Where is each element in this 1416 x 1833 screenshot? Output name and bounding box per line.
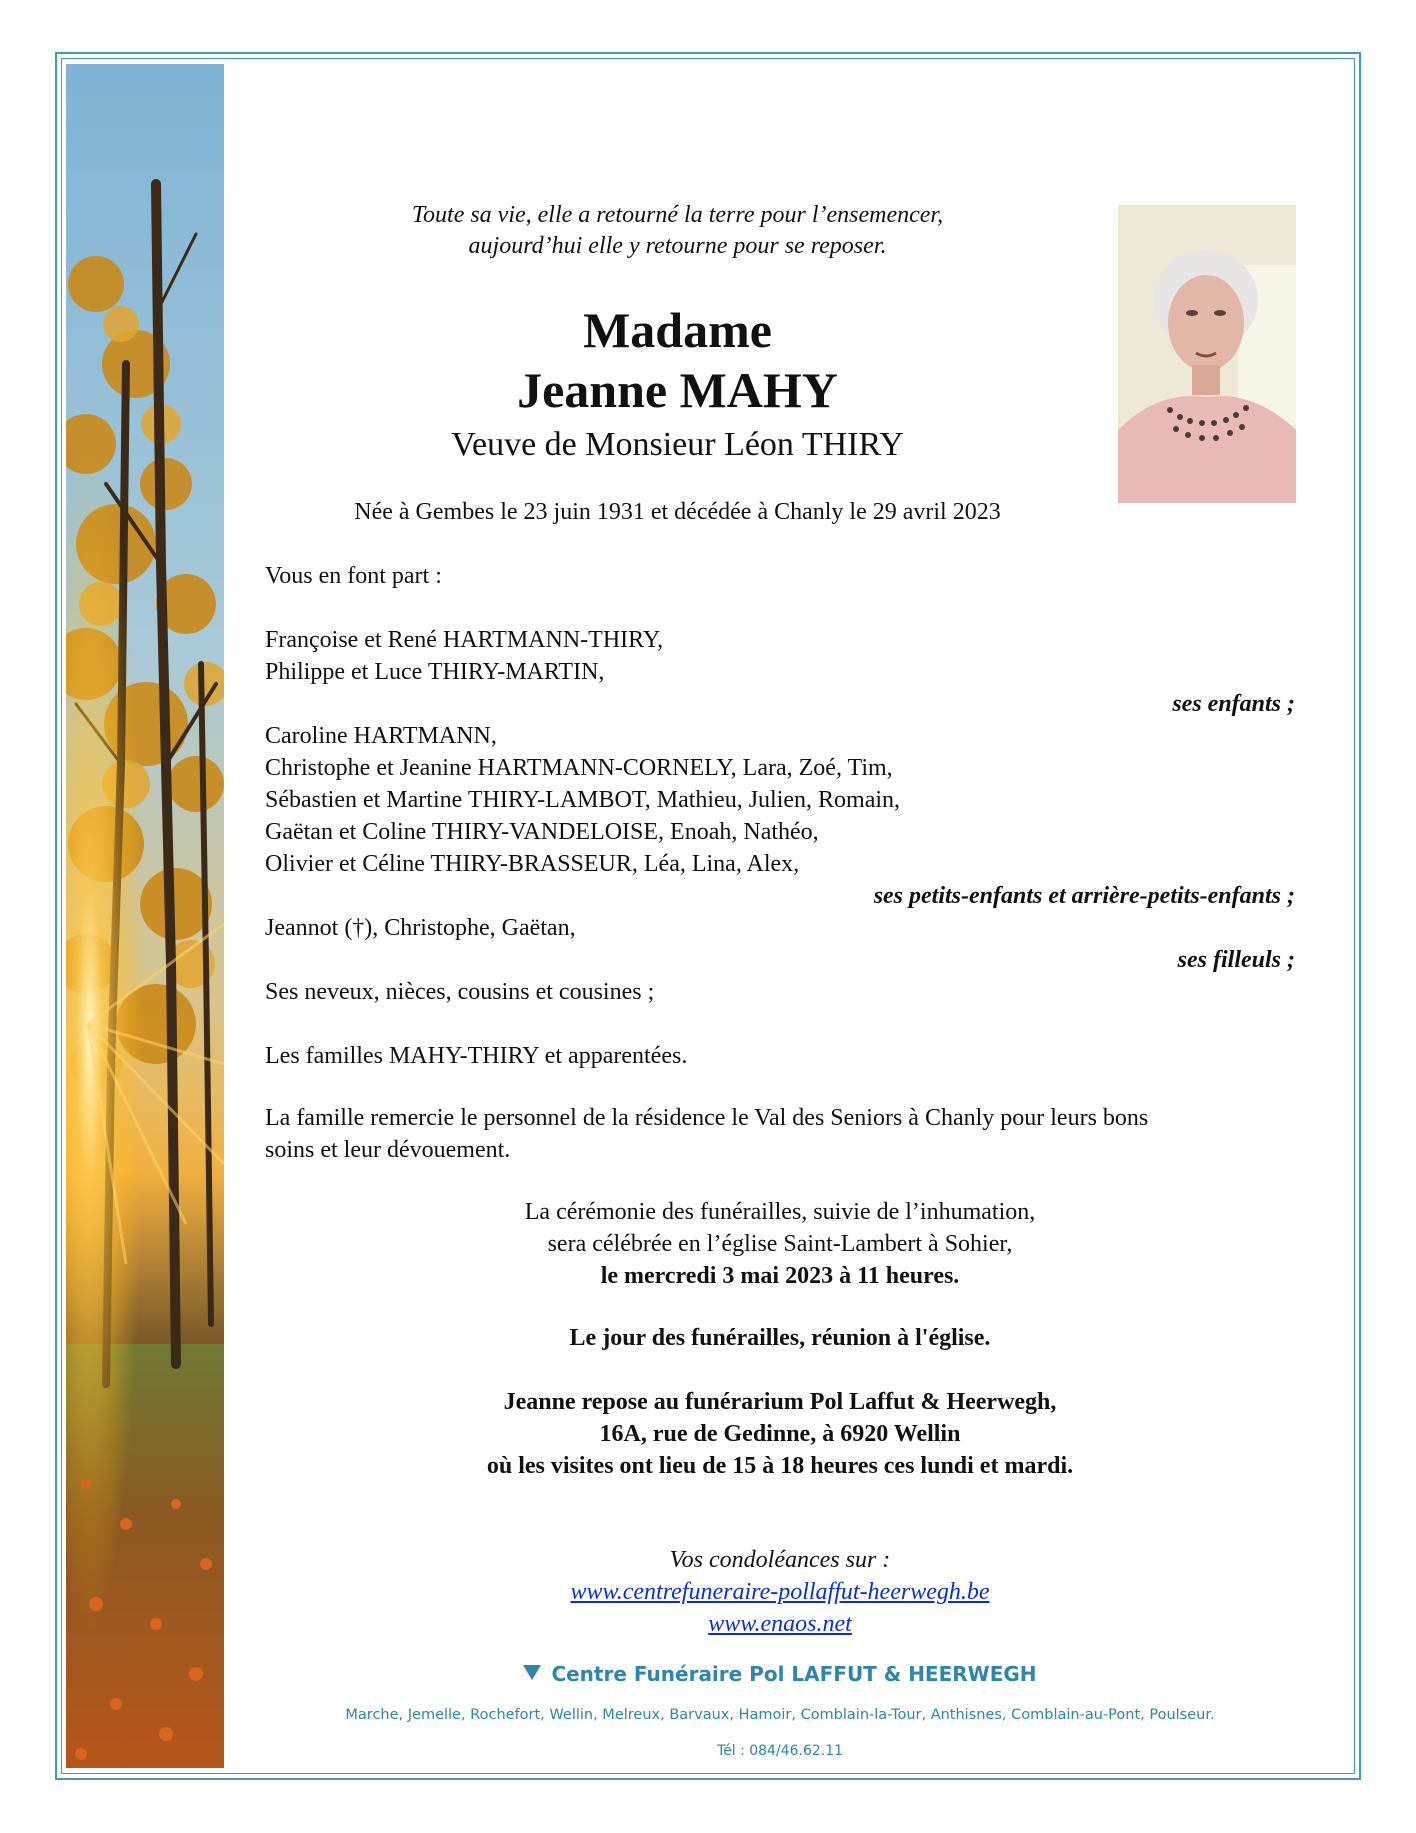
ceremony-date: le mercredi 3 mai 2023 à 11 heures. — [600, 1263, 960, 1289]
autumn-forest-image — [66, 64, 224, 1768]
funeral-center-name — [265, 1660, 1295, 1688]
families: Les familles MAHY-THIRY et apparentées. — [265, 1043, 688, 1069]
ceremony-info — [265, 1196, 1295, 1292]
condolences-label: Vos condoléances sur : — [669, 1547, 891, 1573]
widow-of: Veuve de Monsieur Léon THIRY — [451, 426, 904, 463]
funerarium-line-2: 16A, rue de Gedinne, à 6920 Wellin — [599, 1421, 961, 1447]
godchildren-label: ses filleuls ; — [1177, 947, 1295, 973]
funerarium-line-3: où les visites ont lieu de 15 à 18 heures ces lundi et mardi. — [486, 1453, 1074, 1479]
triangle-down-icon — [523, 1665, 541, 1680]
family-line: Jeannot (†), Christophe, Gaëtan, — [265, 915, 576, 941]
family-line: Françoise et René HARTMANN-THIRY, — [265, 627, 664, 653]
funerarium-info — [265, 1386, 1295, 1482]
salutation: Madame — [583, 302, 772, 358]
epigraph-line-2: aujourd’hui elle y retourne pour se reposer. — [468, 233, 887, 259]
children-block — [265, 624, 1295, 688]
condolences-link-2[interactable]: www.enaos.net — [708, 1611, 852, 1637]
ceremony-line-1: La cérémonie des funérailles, suivie de l’inhumation, — [524, 1199, 1036, 1225]
announce: Vous en font part : — [265, 563, 442, 589]
children-label: ses enfants ; — [1172, 691, 1295, 717]
org-label: Centre Funéraire Pol LAFFUT & HEERWEGH — [551, 1662, 1037, 1686]
godchildren-block — [265, 912, 1295, 944]
ceremony-line-2: sera célébrée en l’église Saint-Lambert à Sohier, — [547, 1231, 1013, 1257]
telephone: Tél : 084/46.62.11 — [716, 1743, 844, 1759]
meeting-info: Le jour des funérailles, réunion à l'église. — [569, 1325, 991, 1351]
thanks-line-1: La famille remercie le personnel de la résidence le Val des Seniors à Chanly pour leurs bons — [265, 1105, 1149, 1131]
epigraph-line-1: Toute sa vie, elle a retourné la terre pour l’ensemencer, — [411, 202, 944, 228]
funerarium-line-1: Jeanne repose au funérarium Pol Laffut & Heerwegh, — [503, 1389, 1057, 1415]
relatives: Ses neveux, nièces, cousins et cousines ; — [265, 979, 655, 1005]
family-line: Olivier et Céline THIRY-BRASSEUR, Léa, Lina, Alex, — [265, 851, 800, 877]
birth-death-dates: Née à Gembes le 23 juin 1931 et décédée à Chanly le 29 avril 2023 — [354, 499, 1001, 525]
family-line: Gaëtan et Coline THIRY-VANDELOISE, Enoah, Nathéo, — [265, 819, 819, 845]
town-list: Marche, Jemelle, Rochefort, Wellin, Melreux, Barvaux, Hamoir, Comblain-la-Tour, Anthisnes, Comblain-au-Pont, Poulseur. — [345, 1707, 1215, 1723]
condolences — [265, 1544, 1295, 1640]
family-line: Christophe et Jeanine HARTMANN-CORNELY, Lara, Zoé, Tim, — [265, 755, 893, 781]
epigraph — [265, 200, 1090, 262]
condolences-link-1[interactable]: www.centrefuneraire-pollaffut-heerwegh.be — [570, 1579, 990, 1605]
family-line: Philippe et Luce THIRY-MARTIN, — [265, 659, 605, 685]
deceased-name: Jeanne MAHY — [517, 362, 838, 418]
grandchildren-block — [265, 720, 1295, 880]
thanks-line-2: soins et leur dévouement. — [265, 1137, 511, 1163]
grandchildren-label: ses petits-enfants et arrière-petits-enfants ; — [873, 883, 1295, 909]
deceased-portrait-photo — [1118, 205, 1296, 503]
family-line: Sébastien et Martine THIRY-LAMBOT, Mathieu, Julien, Romain, — [265, 787, 901, 813]
family-line: Caroline HARTMANN, — [265, 723, 497, 749]
thanks — [265, 1102, 1305, 1166]
